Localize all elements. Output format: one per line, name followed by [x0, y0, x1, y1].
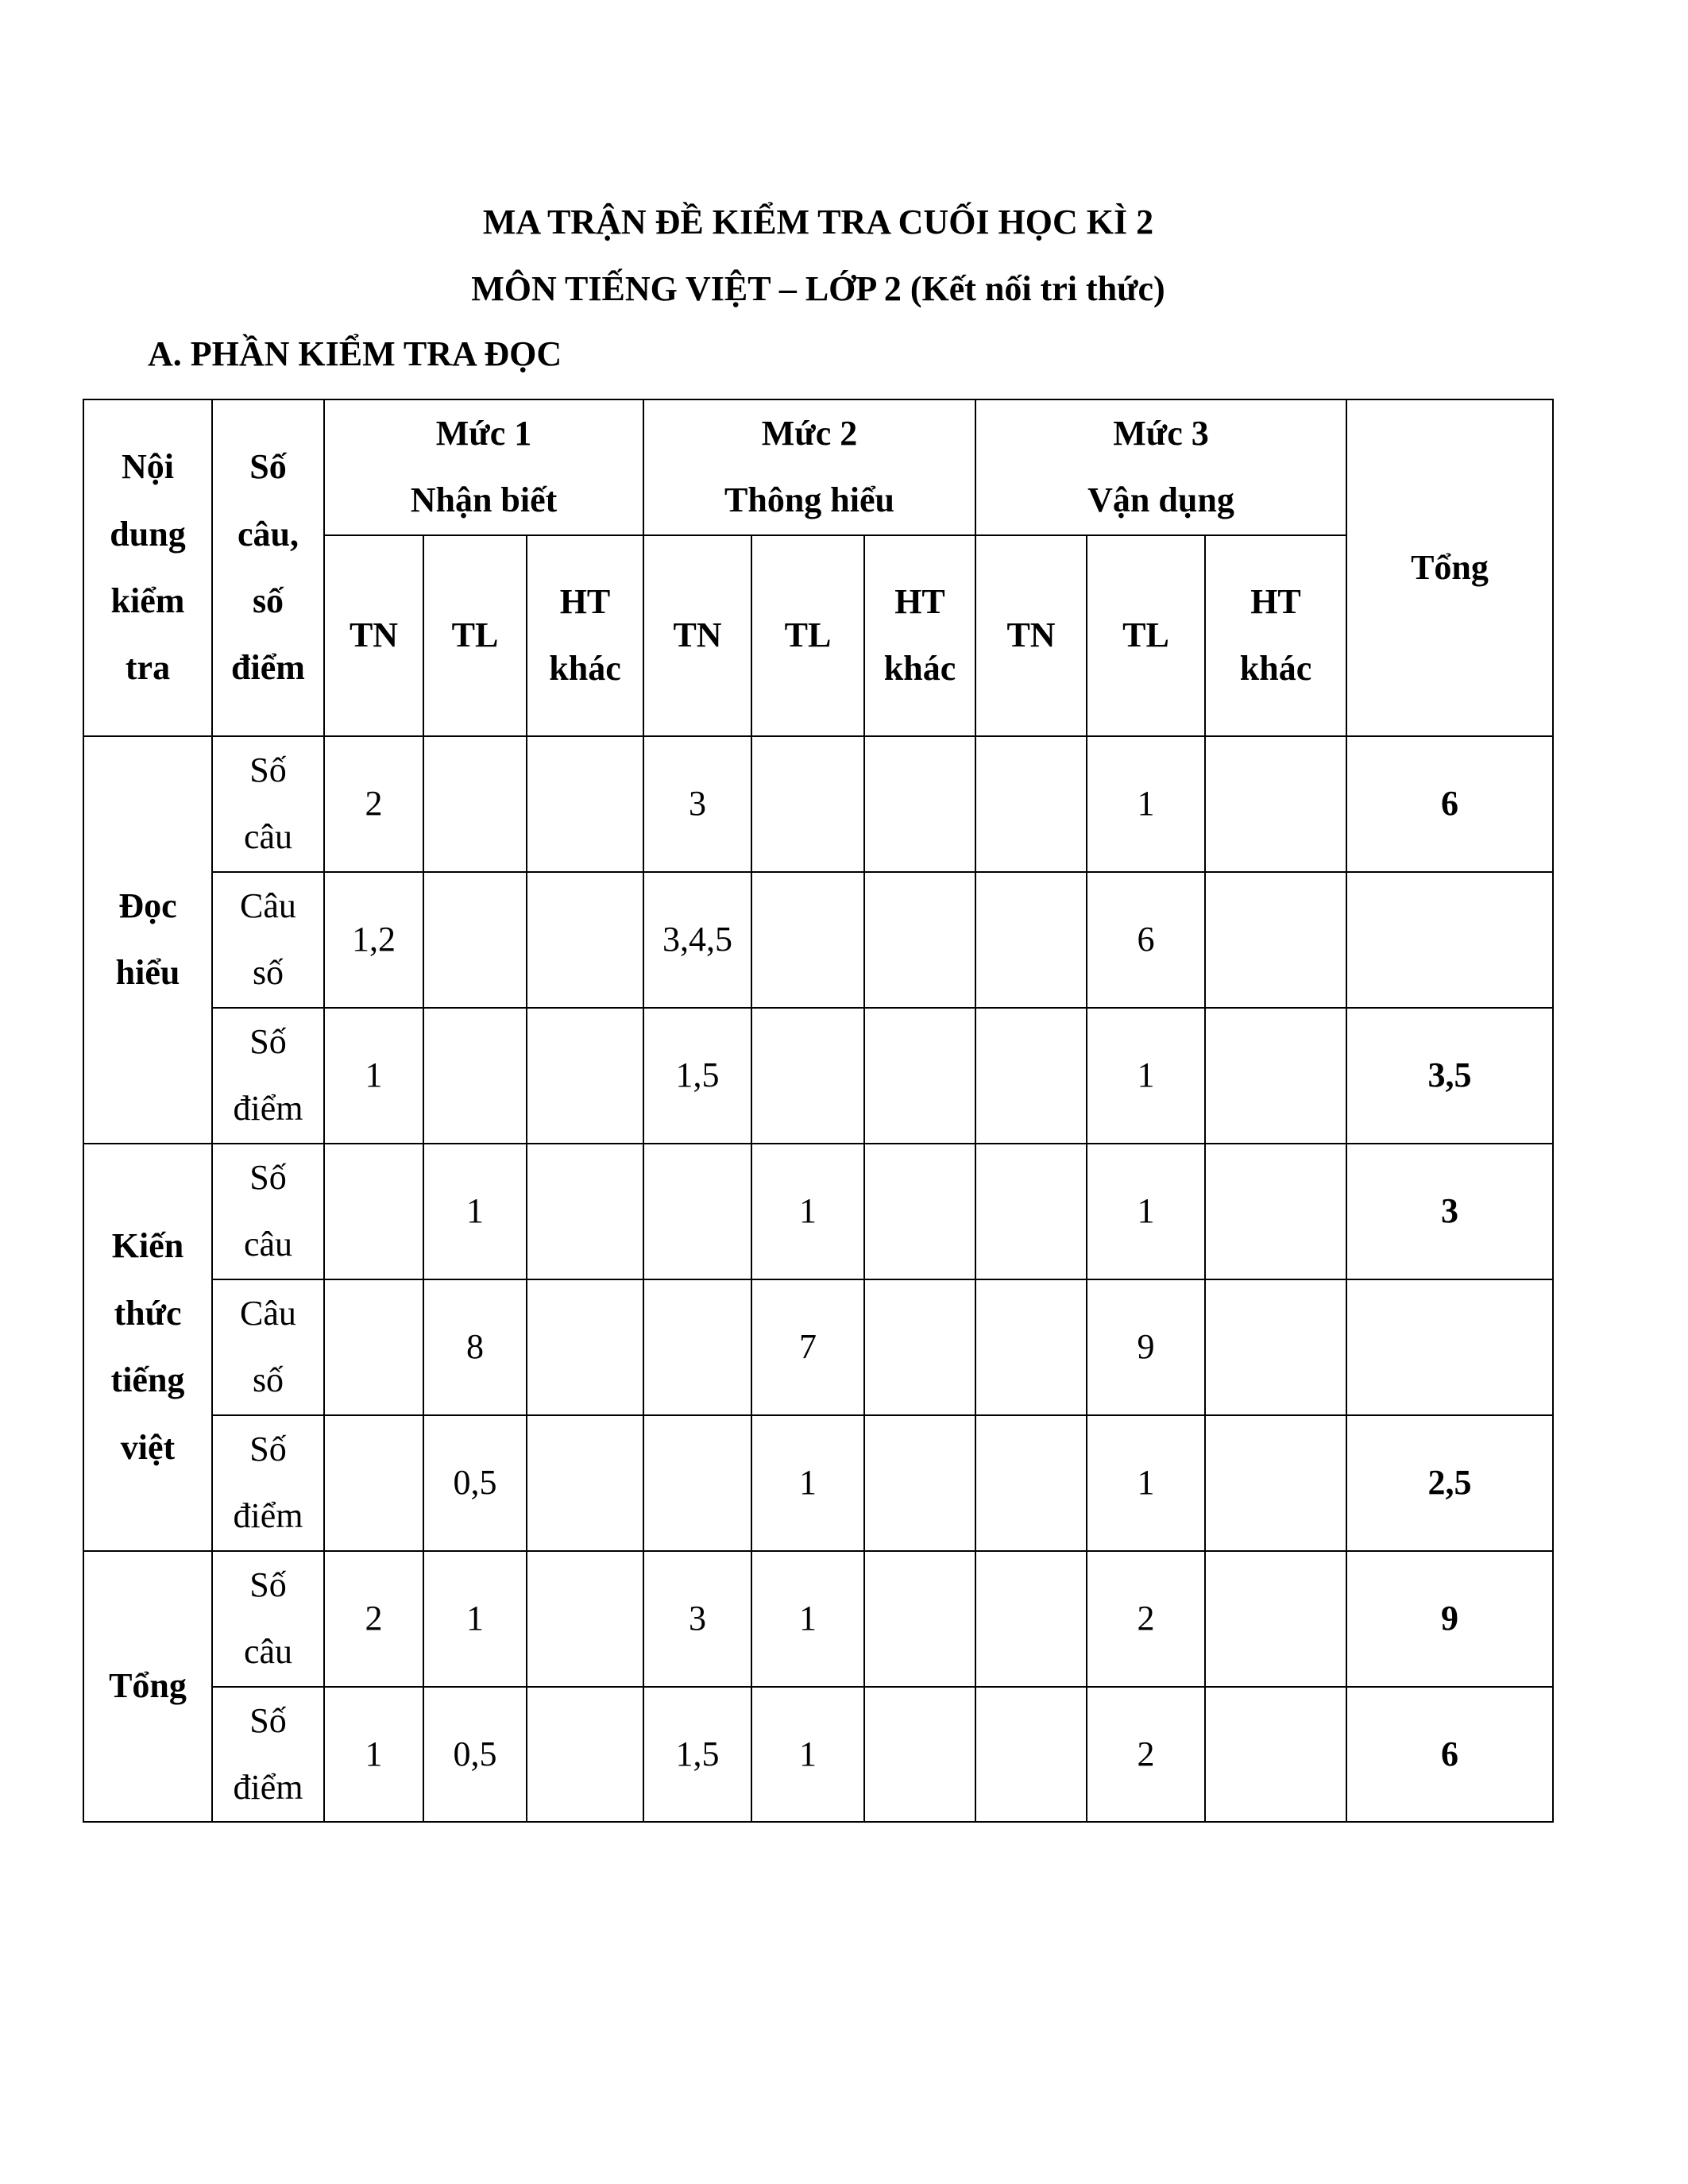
- row-label: Số điểm: [212, 1008, 324, 1144]
- table-cell: 1: [423, 1551, 527, 1687]
- table-cell: 1: [751, 1551, 864, 1687]
- table-cell: [864, 1144, 975, 1279]
- table-cell: 1,5: [643, 1687, 751, 1823]
- row-label: Số câu: [212, 736, 324, 872]
- table-cell: [864, 1279, 975, 1415]
- table-cell: 1: [324, 1687, 423, 1823]
- table-row: [83, 1008, 1553, 1144]
- table-cell: 6: [1087, 872, 1205, 1008]
- table-cell: [527, 1279, 643, 1415]
- table-cell: [975, 1144, 1087, 1279]
- table-cell: [864, 1008, 975, 1144]
- table-cell: [1205, 1687, 1346, 1823]
- table-cell: [864, 1687, 975, 1823]
- table-cell: 2: [324, 736, 423, 872]
- row-label: Số câu: [212, 1144, 324, 1279]
- document-title: MA TRẬN ĐỀ KIỂM TRA CUỐI HỌC KÌ 2: [482, 203, 1154, 241]
- table-cell: 8: [423, 1279, 527, 1415]
- row-label: Số điểm: [212, 1687, 324, 1823]
- table-cell: [527, 1144, 643, 1279]
- header-tn: TN: [643, 535, 751, 736]
- table-cell: [527, 872, 643, 1008]
- table-cell: [975, 1279, 1087, 1415]
- table-row: [83, 736, 1553, 872]
- section-heading: A. PHẦN KIỂM TRA ĐỌC: [148, 334, 562, 373]
- table-cell: [324, 1279, 423, 1415]
- group-label: Đọc hiểu: [83, 736, 212, 1144]
- header-row-levels: [83, 399, 1553, 535]
- header-total: Tổng: [1346, 399, 1553, 736]
- table-cell: 1: [751, 1415, 864, 1551]
- table-cell: 1: [1087, 1008, 1205, 1144]
- group-label: Tổng: [83, 1551, 212, 1823]
- table-row: [83, 872, 1553, 1008]
- table-cell: 1: [1087, 1144, 1205, 1279]
- table-cell: [527, 1415, 643, 1551]
- table-cell: 3: [643, 1551, 751, 1687]
- table-cell: [324, 1144, 423, 1279]
- group-label: Kiến thức tiếng việt: [83, 1144, 212, 1551]
- table-cell: 1: [423, 1144, 527, 1279]
- table-cell: [527, 1008, 643, 1144]
- header-ht-khac: HT khác: [864, 535, 975, 736]
- table-cell: 3: [643, 736, 751, 872]
- header-content: Nội dung kiểm tra: [83, 399, 212, 736]
- table-cell: 0,5: [423, 1687, 527, 1823]
- table-cell: [975, 1551, 1087, 1687]
- table-cell: [324, 1415, 423, 1551]
- table-cell: [975, 1415, 1087, 1551]
- header-tl: TL: [751, 535, 864, 736]
- table-row: [83, 1551, 1553, 1687]
- table-cell: 9: [1087, 1279, 1205, 1415]
- row-total: [1346, 1279, 1553, 1415]
- table-cell: [975, 872, 1087, 1008]
- table-cell: 7: [751, 1279, 864, 1415]
- table-cell: 2: [1087, 1551, 1205, 1687]
- table-cell: [1205, 1415, 1346, 1551]
- table-cell: [643, 1144, 751, 1279]
- table-cell: [864, 872, 975, 1008]
- header-tn: TN: [324, 535, 423, 736]
- header-ht-khac: HT khác: [1205, 535, 1346, 736]
- table-cell: 0,5: [423, 1415, 527, 1551]
- table-cell: [751, 872, 864, 1008]
- table-row: [83, 1144, 1553, 1279]
- table-cell: [975, 1008, 1087, 1144]
- header-level-2: Mức 2 Thông hiểu: [643, 399, 975, 535]
- table-cell: [751, 1008, 864, 1144]
- table-row: [83, 1687, 1553, 1823]
- table-cell: [423, 872, 527, 1008]
- table-row: [83, 1415, 1553, 1551]
- header-tn: TN: [975, 535, 1087, 736]
- table-row: [83, 1279, 1553, 1415]
- row-label: Số điểm: [212, 1415, 324, 1551]
- table-cell: 1,5: [643, 1008, 751, 1144]
- table-cell: 1: [1087, 1415, 1205, 1551]
- table-cell: 1,2: [324, 872, 423, 1008]
- table-cell: 1: [751, 1144, 864, 1279]
- header-ht-khac: HT khác: [527, 535, 643, 736]
- row-label: Câu số: [212, 1279, 324, 1415]
- table-cell: [643, 1279, 751, 1415]
- table-cell: [1205, 1008, 1346, 1144]
- table-cell: [1205, 1144, 1346, 1279]
- row-total: 9: [1346, 1551, 1553, 1687]
- table-cell: [864, 736, 975, 872]
- test-matrix-table: [83, 399, 1554, 1823]
- row-total: [1346, 872, 1553, 1008]
- table-cell: [975, 1687, 1087, 1823]
- table-cell: 3,4,5: [643, 872, 751, 1008]
- table-cell: [527, 1551, 643, 1687]
- table-cell: [864, 1415, 975, 1551]
- row-total: 6: [1346, 736, 1553, 872]
- row-label: Câu số: [212, 872, 324, 1008]
- row-total: 6: [1346, 1687, 1553, 1823]
- table-cell: [1205, 872, 1346, 1008]
- table-cell: 2: [324, 1551, 423, 1687]
- table-cell: [1205, 736, 1346, 872]
- row-total: 3,5: [1346, 1008, 1553, 1144]
- header-tl: TL: [1087, 535, 1205, 736]
- table-cell: [864, 1551, 975, 1687]
- table-cell: 2: [1087, 1687, 1205, 1823]
- header-count: Số câu, số điểm: [212, 399, 324, 736]
- table-cell: 1: [324, 1008, 423, 1144]
- table-cell: [751, 736, 864, 872]
- table-cell: [1205, 1551, 1346, 1687]
- document-subtitle: MÔN TIẾNG VIỆT – LỚP 2 (Kết nối tri thức): [471, 269, 1165, 308]
- header-level-1: Mức 1 Nhận biết: [324, 399, 643, 535]
- header-level-3: Mức 3 Vận dụng: [975, 399, 1346, 535]
- table-cell: [527, 736, 643, 872]
- row-label: Số câu: [212, 1551, 324, 1687]
- table-cell: 1: [1087, 736, 1205, 872]
- table-cell: [527, 1687, 643, 1823]
- header-tl: TL: [423, 535, 527, 736]
- row-total: 2,5: [1346, 1415, 1553, 1551]
- table-cell: [1205, 1279, 1346, 1415]
- table-cell: [643, 1415, 751, 1551]
- table-cell: [975, 736, 1087, 872]
- row-total: 3: [1346, 1144, 1553, 1279]
- table-cell: [423, 736, 527, 872]
- table-cell: 1: [751, 1687, 864, 1823]
- table-cell: [423, 1008, 527, 1144]
